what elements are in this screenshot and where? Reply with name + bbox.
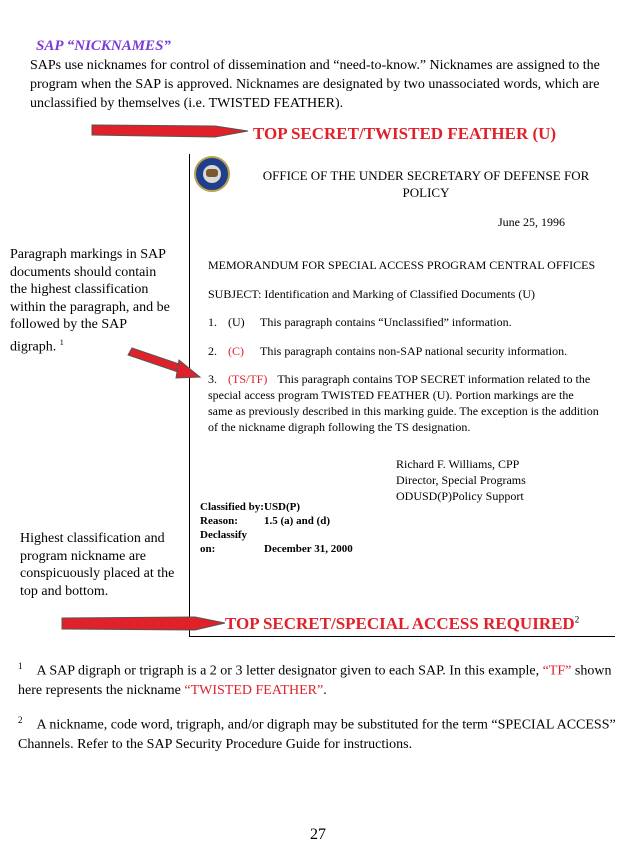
p3-num: 3.: [208, 372, 217, 386]
p2-mark: (C): [228, 344, 244, 358]
footnote-1-pre: A SAP digraph or trigraph is a 2 or 3 letter designator given to each SAP. In this example,: [36, 663, 543, 679]
reason-value: 1.5 (a) and (d): [264, 515, 331, 527]
classified-by-value: USD(P): [264, 501, 301, 513]
footnote-1: [18, 657, 618, 700]
p3-mark: (TS/TF): [228, 372, 268, 386]
classified-by-label: Classified by:: [200, 501, 264, 513]
banner-bottom-fn: 2: [574, 614, 580, 625]
page-title: SAP “NICKNAMES”: [36, 38, 171, 54]
declassify-value: December 31, 2000: [264, 543, 353, 555]
page-number: 27: [310, 826, 326, 843]
memo-office: OFFICE OF THE UNDER SECRETARY OF DEFENSE FOR POLICY: [262, 168, 590, 200]
banner-top: TOP SECRET/TWISTED FEATHER (U): [253, 124, 557, 143]
p1-text: This paragraph contains “Unclassified” information.: [260, 315, 512, 329]
footnote-2: [18, 711, 618, 754]
p2-text: This paragraph contains non-SAP national security information.: [260, 344, 568, 358]
p1-num: 1.: [208, 315, 217, 329]
reason-label: Reason:: [200, 515, 238, 527]
footnote-1-red1: “TF”: [542, 663, 572, 679]
footnote-1-post: .: [323, 682, 327, 698]
intro-paragraph: SAPs use nicknames for control of dissemination and “need-to-know.” Nicknames are assigned to the program when the SAP is approved. Nicknames are designated by two unassociated words, which are unclassified by themselves (i.e. TWISTED FEATHER).: [30, 58, 600, 111]
p3-text: This paragraph contains TOP SECRET information related to the special access program TWISTED FEATHER (U). Portion markings are the same as previously described in this marking guide. The exception is the addition of the nickname digraph following the TS designation.: [208, 372, 599, 434]
sidenote1-fn: 1: [59, 337, 64, 347]
sig-title: Director, Special Programs: [396, 473, 526, 487]
footnote-2-num: 2: [18, 715, 23, 725]
memo-for: MEMORANDUM FOR SPECIAL ACCESS PROGRAM CENTRAL OFFICES: [208, 258, 596, 272]
p1-mark: (U): [228, 315, 245, 329]
declassify-label: Declassify on:: [200, 529, 248, 555]
footnote-1-mid: shown here represents the nickname: [18, 663, 612, 698]
footnote-2-text: A nickname, code word, trigraph, and/or digraph may be substituted for the term “SPECIAL ACCESS” Channels. Refer to the SAP Security Procedure Guide for instructions.: [18, 717, 616, 752]
sig-org: ODUSD(P)Policy Support: [396, 489, 524, 503]
sidenote-highest-classification: Highest classification and program nickname are conspicuously placed at the top and bottom.: [20, 531, 175, 599]
sidenote1-text: Paragraph markings in SAP documents should contain the highest classification within the paragraph, and be followed by the SAP digraph.: [10, 247, 170, 355]
p2-num: 2.: [208, 344, 217, 358]
footnote-1-num: 1: [18, 661, 23, 671]
arrow-icon: [128, 348, 200, 378]
banner-bottom-text: TOP SECRET/SPECIAL ACCESS REQUIRED: [225, 614, 575, 633]
arrow-icon: [62, 617, 225, 630]
arrow-icon: [92, 125, 248, 137]
memo-subject: SUBJECT: Identification and Marking of Classified Documents (U): [208, 287, 536, 301]
sig-name: Richard F. Williams, CPP: [396, 457, 520, 471]
memo-date: June 25, 1996: [498, 215, 565, 229]
footnote-1-red2: “TWISTED FEATHER”: [184, 682, 324, 698]
